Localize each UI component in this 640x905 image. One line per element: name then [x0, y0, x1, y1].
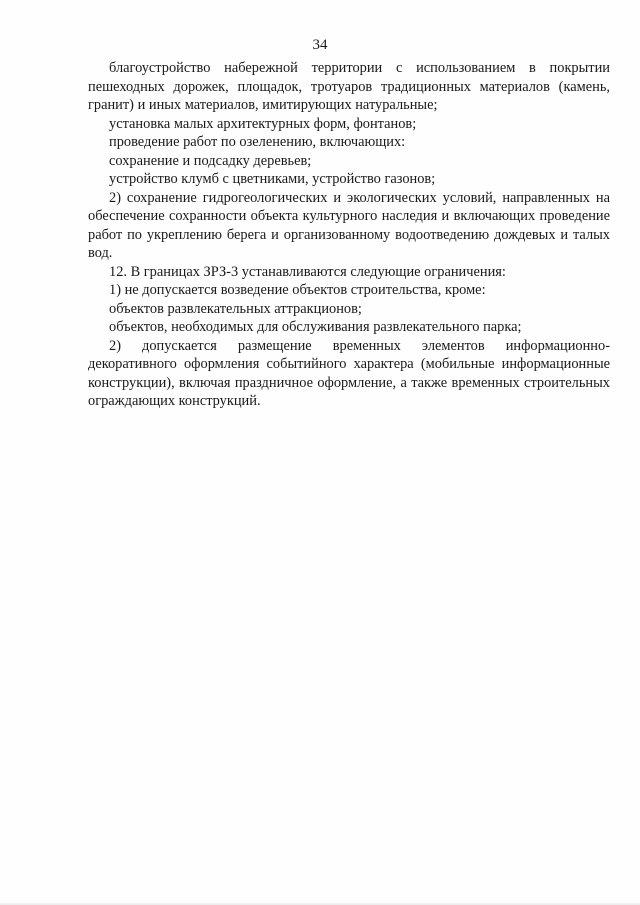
paragraph-construction-prohibited: 1) не допускается возведение объектов строительства, кроме:	[109, 282, 486, 298]
paragraph-temporary-elements: 2) допускается размещение временных элементов информационно-декоративного оформления событийного характера (мобильные информационные конструкции), включая праздничное оформление, а также временных строительных ограждающих конструкций.	[88, 337, 610, 409]
paragraph-flowerbeds-lawns: устройство клумб с цветниками, устройство газонов;	[109, 171, 436, 187]
paragraph-hydrogeological-conditions: 2) сохранение гидрогеологических и экологических условий, направленных на обеспечение сохранности объекта культурного наследия и включающих проведение работ по укреплению берега и организованному водоотведению дождевых и талых вод.	[88, 189, 610, 261]
paragraph-greening-works: проведение работ по озеленению, включающих:	[109, 134, 406, 150]
paragraph-landscaping-embankment: благоустройство набережной территории с использованием в покрытии пешеходных дорожек, площадок, тротуаров традиционных материалов (камень, гранит) и иных материалов, имитирующих натуральные;	[88, 60, 610, 113]
paragraph-tree-preservation: сохранение и подсадку деревьев;	[109, 152, 312, 169]
body-text	[88, 59, 610, 411]
paragraph-small-architectural-forms: установка малых архитектурных форм, фонтанов;	[109, 115, 417, 132]
paragraph-entertainment-attractions: объектов развлекательных аттракционов;	[109, 300, 362, 317]
paragraph-park-service-objects: объектов, необходимых для обслуживания развлекательного парка;	[109, 319, 522, 335]
paragraph-item-12-restrictions: 12. В границах ЗРЗ-3 устанавливаются следующие ограничения:	[109, 263, 506, 280]
page-number: 34	[312, 37, 328, 53]
